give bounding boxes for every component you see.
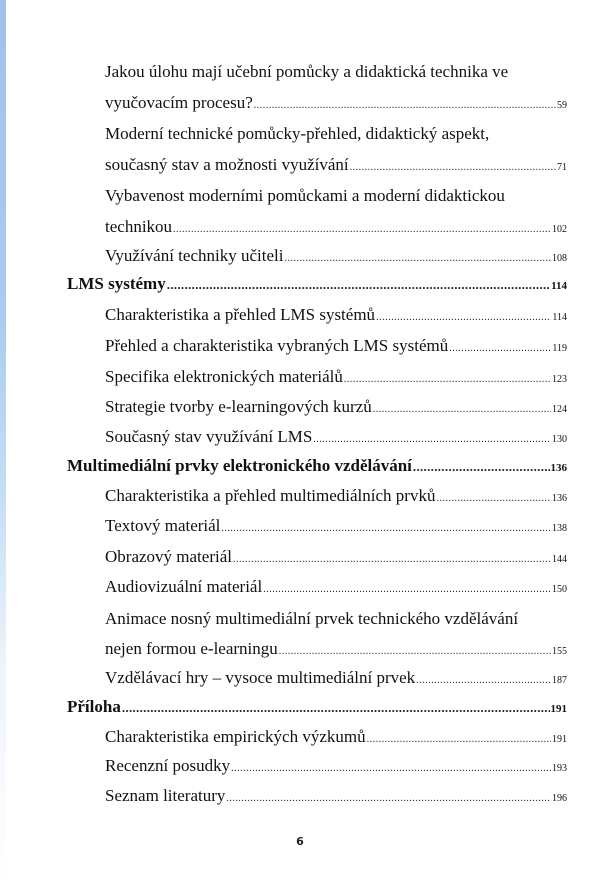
- page-number: 6: [296, 835, 304, 848]
- toc-entry-title: Specifika elektronických materiálů: [105, 367, 343, 386]
- toc-entry-title: technikou: [105, 217, 173, 236]
- dot-leader: [344, 374, 551, 385]
- toc-entry[interactable]: [105, 305, 567, 327]
- toc-entry-title: Charakteristika a přehled multimediálních prvků: [105, 486, 436, 505]
- dot-leader: [416, 675, 551, 686]
- toc-page-number: 114: [552, 312, 567, 323]
- toc-entry-title: vyučovacím procesu?: [105, 93, 253, 112]
- toc-chapter[interactable]: [67, 274, 567, 296]
- toc-chapter-title: Příloha: [67, 697, 121, 716]
- toc-entry-line: [105, 62, 508, 84]
- toc-entry[interactable]: [105, 756, 567, 778]
- toc-entry[interactable]: [105, 427, 567, 449]
- toc-entry[interactable]: [105, 155, 567, 177]
- toc-page-number: 59: [557, 100, 567, 111]
- toc-page-number: 108: [552, 253, 567, 264]
- toc-entry-title: Textový materiál: [105, 516, 221, 535]
- toc-page-number: 136: [552, 493, 567, 504]
- toc-entry-line: [105, 124, 489, 146]
- toc-page-number: 138: [552, 523, 567, 534]
- toc-page-number: 114: [551, 280, 567, 292]
- toc-entry-title: Moderní technické pomůcky-přehled, didaktický aspekt,: [105, 124, 490, 143]
- toc-entry[interactable]: [105, 786, 567, 808]
- toc-entry-title: Obrazový materiál: [105, 547, 232, 566]
- toc-entry-title: Charakteristika empirických výzkumů: [105, 727, 366, 746]
- dot-leader: [313, 434, 551, 445]
- toc-entry[interactable]: [105, 397, 567, 419]
- dot-leader: [226, 793, 551, 804]
- toc-entry-title: nejen formou e-learningu: [105, 639, 278, 658]
- toc-entry-title: Seznam literatury: [105, 786, 226, 805]
- dot-leader: [221, 523, 551, 534]
- dot-leader: [413, 459, 550, 475]
- toc-page-number: 144: [552, 554, 567, 565]
- toc-entry[interactable]: [105, 547, 567, 569]
- dot-leader: [167, 277, 550, 293]
- toc-entry[interactable]: [105, 336, 567, 358]
- toc-page-number: 119: [552, 343, 567, 354]
- dot-leader: [173, 224, 551, 235]
- toc-entry-title: Jakou úlohu mají učební pomůcky a didaktická technika ve: [105, 62, 509, 81]
- toc-page-number: 71: [557, 162, 567, 173]
- toc-entry-title: Přehled a charakteristika vybraných LMS systémů: [105, 336, 449, 355]
- toc-entry-line: [105, 609, 518, 631]
- toc-entry-title: Vybavenost moderními pomůckami a moderní didaktickou: [105, 186, 505, 205]
- dot-leader: [373, 404, 551, 415]
- toc-page-number: 150: [552, 584, 567, 595]
- toc-chapter-title: LMS systémy: [67, 274, 166, 293]
- dot-leader: [122, 700, 550, 716]
- toc-entry[interactable]: [105, 217, 567, 239]
- dot-leader: [254, 100, 556, 111]
- dot-leader: [279, 646, 551, 657]
- toc-entry-line: [105, 186, 505, 208]
- toc-page-number: 193: [552, 763, 567, 774]
- toc-entry-title: současný stav a možnosti využívání: [105, 155, 349, 174]
- toc-chapter[interactable]: [67, 697, 567, 719]
- toc-entry-title: Recenzní posudky: [105, 756, 231, 775]
- toc-page-number: 196: [552, 793, 567, 804]
- toc-entry[interactable]: [105, 93, 567, 115]
- toc-page-number: 155: [552, 646, 567, 657]
- dot-leader: [350, 162, 556, 173]
- dot-leader: [284, 253, 551, 264]
- toc-page-number: 123: [552, 374, 567, 385]
- dot-leader: [231, 763, 551, 774]
- dot-leader: [263, 584, 551, 595]
- toc-entry[interactable]: [105, 486, 567, 508]
- dot-leader: [367, 734, 551, 745]
- toc-page-number: 187: [552, 675, 567, 686]
- toc-chapter[interactable]: [67, 456, 567, 478]
- toc-entry-title: Současný stav využívání LMS: [105, 427, 313, 446]
- toc-page-number: 102: [552, 224, 567, 235]
- toc-entry[interactable]: [105, 246, 567, 268]
- toc-entry-title: Vzdělávací hry – vysoce multimediální prvek: [105, 668, 416, 687]
- toc-entry-title: Strategie tvorby e-learningových kurzů: [105, 397, 372, 416]
- toc-entry-title: Animace nosný multimediální prvek technického vzdělávání: [105, 609, 519, 628]
- dot-leader: [436, 493, 551, 504]
- toc-entry[interactable]: [105, 577, 567, 599]
- toc-entry-title: Charakteristika a přehled LMS systémů: [105, 305, 376, 324]
- toc-page-number: 124: [552, 404, 567, 415]
- toc-page-number: 191: [552, 734, 567, 745]
- toc-entry-title: Audiovizuální materiál: [105, 577, 263, 596]
- toc-entry[interactable]: [105, 668, 567, 690]
- toc-entry-title: Využívání techniky učiteli: [105, 246, 284, 265]
- toc-chapter-title: Multimediální prvky elektronického vzdělávání: [67, 456, 412, 475]
- toc-entry[interactable]: [105, 727, 567, 749]
- toc-entry[interactable]: [105, 639, 567, 661]
- dot-leader: [233, 554, 551, 565]
- toc-page-number: 130: [552, 434, 567, 445]
- dot-leader: [376, 312, 551, 323]
- toc-entry[interactable]: [105, 367, 567, 389]
- toc-page-number: 136: [550, 462, 567, 474]
- toc-entry[interactable]: [105, 516, 567, 538]
- toc-page-number: 191: [550, 703, 567, 715]
- dot-leader: [449, 343, 551, 354]
